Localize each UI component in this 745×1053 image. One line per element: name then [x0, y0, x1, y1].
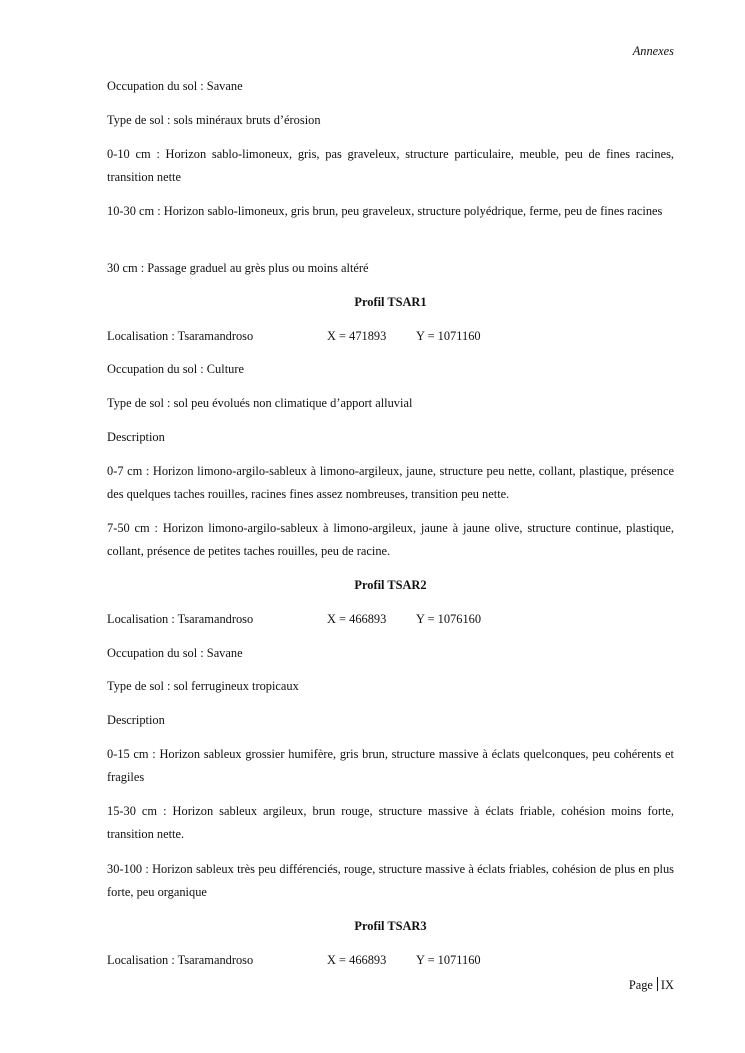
horizon-text: 30-100 : Horizon sableux très peu différenciés, rouge, structure massive à éclats friables, cohésion de plus en plus forte, peu organique — [107, 862, 674, 899]
occupation-text: Occupation du sol : Savane — [107, 646, 243, 660]
page-number: IX — [660, 978, 674, 992]
horizon-text: 7-50 cm : Horizon limono-argilo-sableux à limono-argileux, jaune à jaune olive, structure continue, plastique, collant, présence de petites taches rouilles, peu de racine. — [107, 521, 674, 558]
horizon-text: 0-7 cm : Horizon limono-argilo-sableux à limono-argileux, jaune, structure peu nette, collant, plastique, présence des quelques taches rouilles, racines fines assez nombreuses, transition peu nette. — [107, 464, 674, 501]
horizon-text: 10-30 cm : Horizon sablo-limoneux, gris brun, peu graveleux, structure polyédrique, ferme, peu de fines racines — [107, 204, 663, 218]
footer-divider — [657, 977, 658, 991]
page-label: Page — [628, 978, 653, 992]
location-line — [107, 612, 481, 627]
x-coordinate: X = 466893 — [327, 953, 387, 967]
profile-heading-tsar3: Profil TSAR3 — [354, 919, 427, 933]
description-label: Description — [107, 713, 165, 727]
soil-type-text: Type de sol : sol peu évolués non climatique d’apport alluvial — [107, 396, 413, 410]
horizon-text: 0-15 cm : Horizon sableux grossier humifère, gris brun, structure massive à éclats quelconques, peu cohérents et fragiles — [107, 747, 674, 784]
occupation-text: Occupation du sol : Savane — [107, 79, 243, 93]
profile-heading-tsar1: Profil TSAR1 — [354, 295, 427, 309]
horizon-text: 0-10 cm : Horizon sablo-limoneux, gris, pas graveleux, structure particulaire, meuble, peu de fines racines, transition nette — [107, 147, 674, 184]
soil-type-text: Type de sol : sols minéraux bruts d’érosion — [107, 113, 321, 127]
description-label: Description — [107, 430, 165, 444]
location-line — [107, 329, 481, 344]
occupation-text: Occupation du sol : Culture — [107, 362, 244, 376]
location-text: Localisation : Tsaramandroso — [107, 612, 254, 626]
soil-type-text: Type de sol : sol ferrugineux tropicaux — [107, 679, 299, 693]
y-coordinate: Y = 1071160 — [416, 329, 481, 343]
profile-heading-tsar2: Profil TSAR2 — [354, 578, 427, 592]
location-text: Localisation : Tsaramandroso — [107, 953, 254, 967]
location-line — [107, 953, 481, 968]
x-coordinate: X = 466893 — [327, 612, 387, 626]
y-coordinate: Y = 1076160 — [416, 612, 482, 626]
y-coordinate: Y = 1071160 — [416, 953, 481, 967]
location-text: Localisation : Tsaramandroso — [107, 329, 254, 343]
running-header: Annexes — [632, 44, 674, 58]
page-footer — [629, 977, 674, 993]
x-coordinate: X = 471893 — [327, 329, 387, 343]
horizon-text: 30 cm : Passage graduel au grès plus ou moins altéré — [107, 261, 369, 275]
horizon-text: 15-30 cm : Horizon sableux argileux, brun rouge, structure massive à éclats friable, cohésion moins forte, transition nette. — [107, 804, 674, 841]
